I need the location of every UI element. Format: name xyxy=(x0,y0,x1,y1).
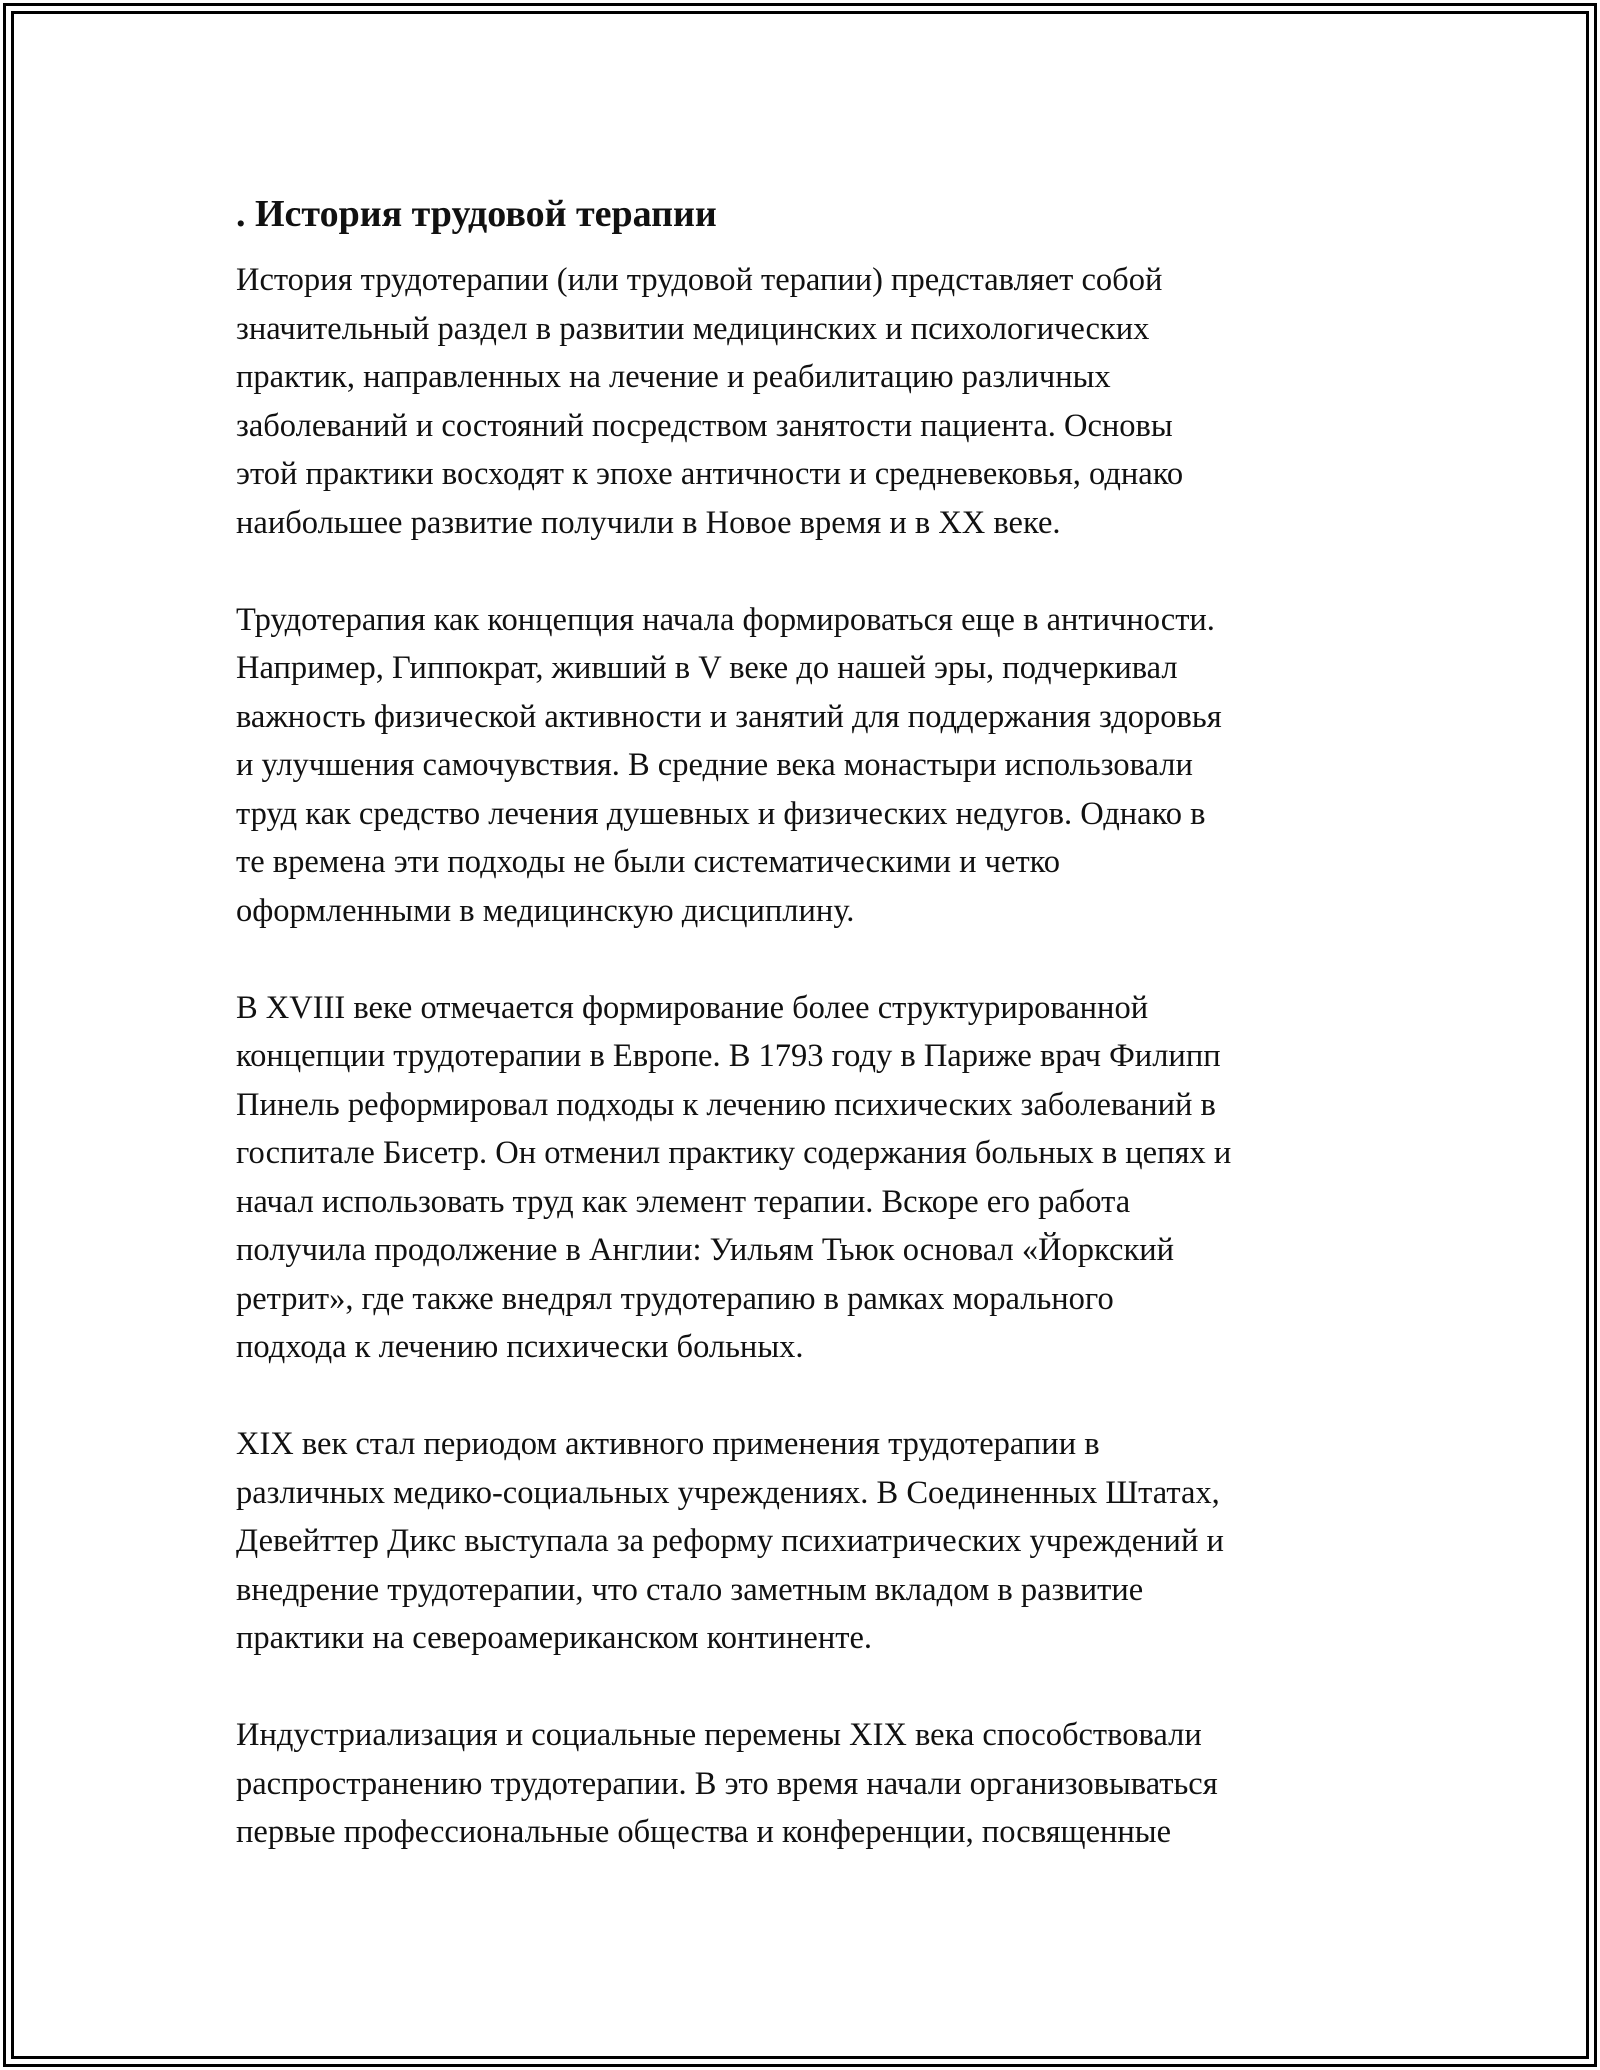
paragraph-1 xyxy=(236,256,1366,547)
document-body xyxy=(236,188,1366,1905)
text-line: и улучшения самочувствия. В средние века монастыри использовали xyxy=(236,747,1193,783)
text-line: важность физической активности и занятий для поддержания здоровья xyxy=(236,698,1222,735)
text-line: заболеваний и состояний посредством занятости пациента. Основы xyxy=(236,407,1173,444)
text-line: Пинель реформировал подходы к лечению психических заболеваний в xyxy=(236,1086,1216,1123)
text-line: те времена эти подходы не были систематическими и четко xyxy=(236,844,1061,880)
text-line: распространению трудотерапии. В это время начали организовываться xyxy=(236,1765,1218,1802)
text-line: ретрит», где также внедрял трудотерапию в рамках морального xyxy=(236,1280,1114,1317)
text-line: Девейттер Дикс выступала за реформу психиатрических учреждений и xyxy=(236,1523,1224,1559)
text-line: первые профессиональные общества и конференции, посвященные xyxy=(236,1814,1172,1850)
text-line: практик, направленных на лечение и реабилитацию различных xyxy=(236,359,1111,395)
text-line: значительный раздел в развитии медицинских и психологических xyxy=(236,310,1150,347)
paragraph-5 xyxy=(236,1711,1366,1857)
text-line: XIX век стал периодом активного применения трудотерапии в xyxy=(236,1426,1100,1462)
text-line: Трудотерапия как концепция начала формироваться еще в античности. xyxy=(236,601,1215,638)
text-line: получила продолжение в Англии: Уильям Тьюк основал «Йоркский xyxy=(236,1232,1175,1268)
text-line: практики на североамериканском континенте. xyxy=(236,1620,873,1656)
paragraph-4 xyxy=(236,1420,1366,1663)
text-line: концепции трудотерапии в Европе. В 1793 году в Париже врач Филипп xyxy=(236,1038,1221,1074)
text-line: начал использовать труд как элемент терапии. Вскоре его работа xyxy=(236,1183,1131,1220)
paragraph-3 xyxy=(236,984,1366,1372)
text-line: труд как средство лечения душевных и физических недугов. Однако в xyxy=(236,795,1206,832)
text-line: этой практики восходят к эпохе античности и средневековья, однако xyxy=(236,456,1184,492)
paragraph-2 xyxy=(236,596,1366,936)
section-heading: . История трудовой терапии xyxy=(236,193,717,235)
text-line: В XVIII веке отмечается формирование более структурированной xyxy=(236,989,1149,1026)
text-line: оформленными в медицинскую дисциплину. xyxy=(236,892,855,929)
text-line: внедрение трудотерапии, что стало заметным вкладом в развитие xyxy=(236,1571,1144,1608)
text-line: Индустриализация и социальные перемены XIX века способствовали xyxy=(236,1717,1202,1753)
text-line: История трудотерапии (или трудовой терапии) представляет собой xyxy=(236,262,1163,298)
text-line: различных медико-социальных учреждениях. В Соединенных Штатах, xyxy=(236,1474,1220,1511)
text-line: подхода к лечению психически больных. xyxy=(236,1329,804,1365)
text-line: наибольшее развитие получили в Новое время и в XX веке. xyxy=(236,504,1061,541)
text-line: Например, Гиппократ, живший в V веке до нашей эры, подчеркивал xyxy=(236,650,1178,686)
text-line: госпитале Бисетр. Он отменил практику содержания больных в цепях и xyxy=(236,1135,1232,1171)
